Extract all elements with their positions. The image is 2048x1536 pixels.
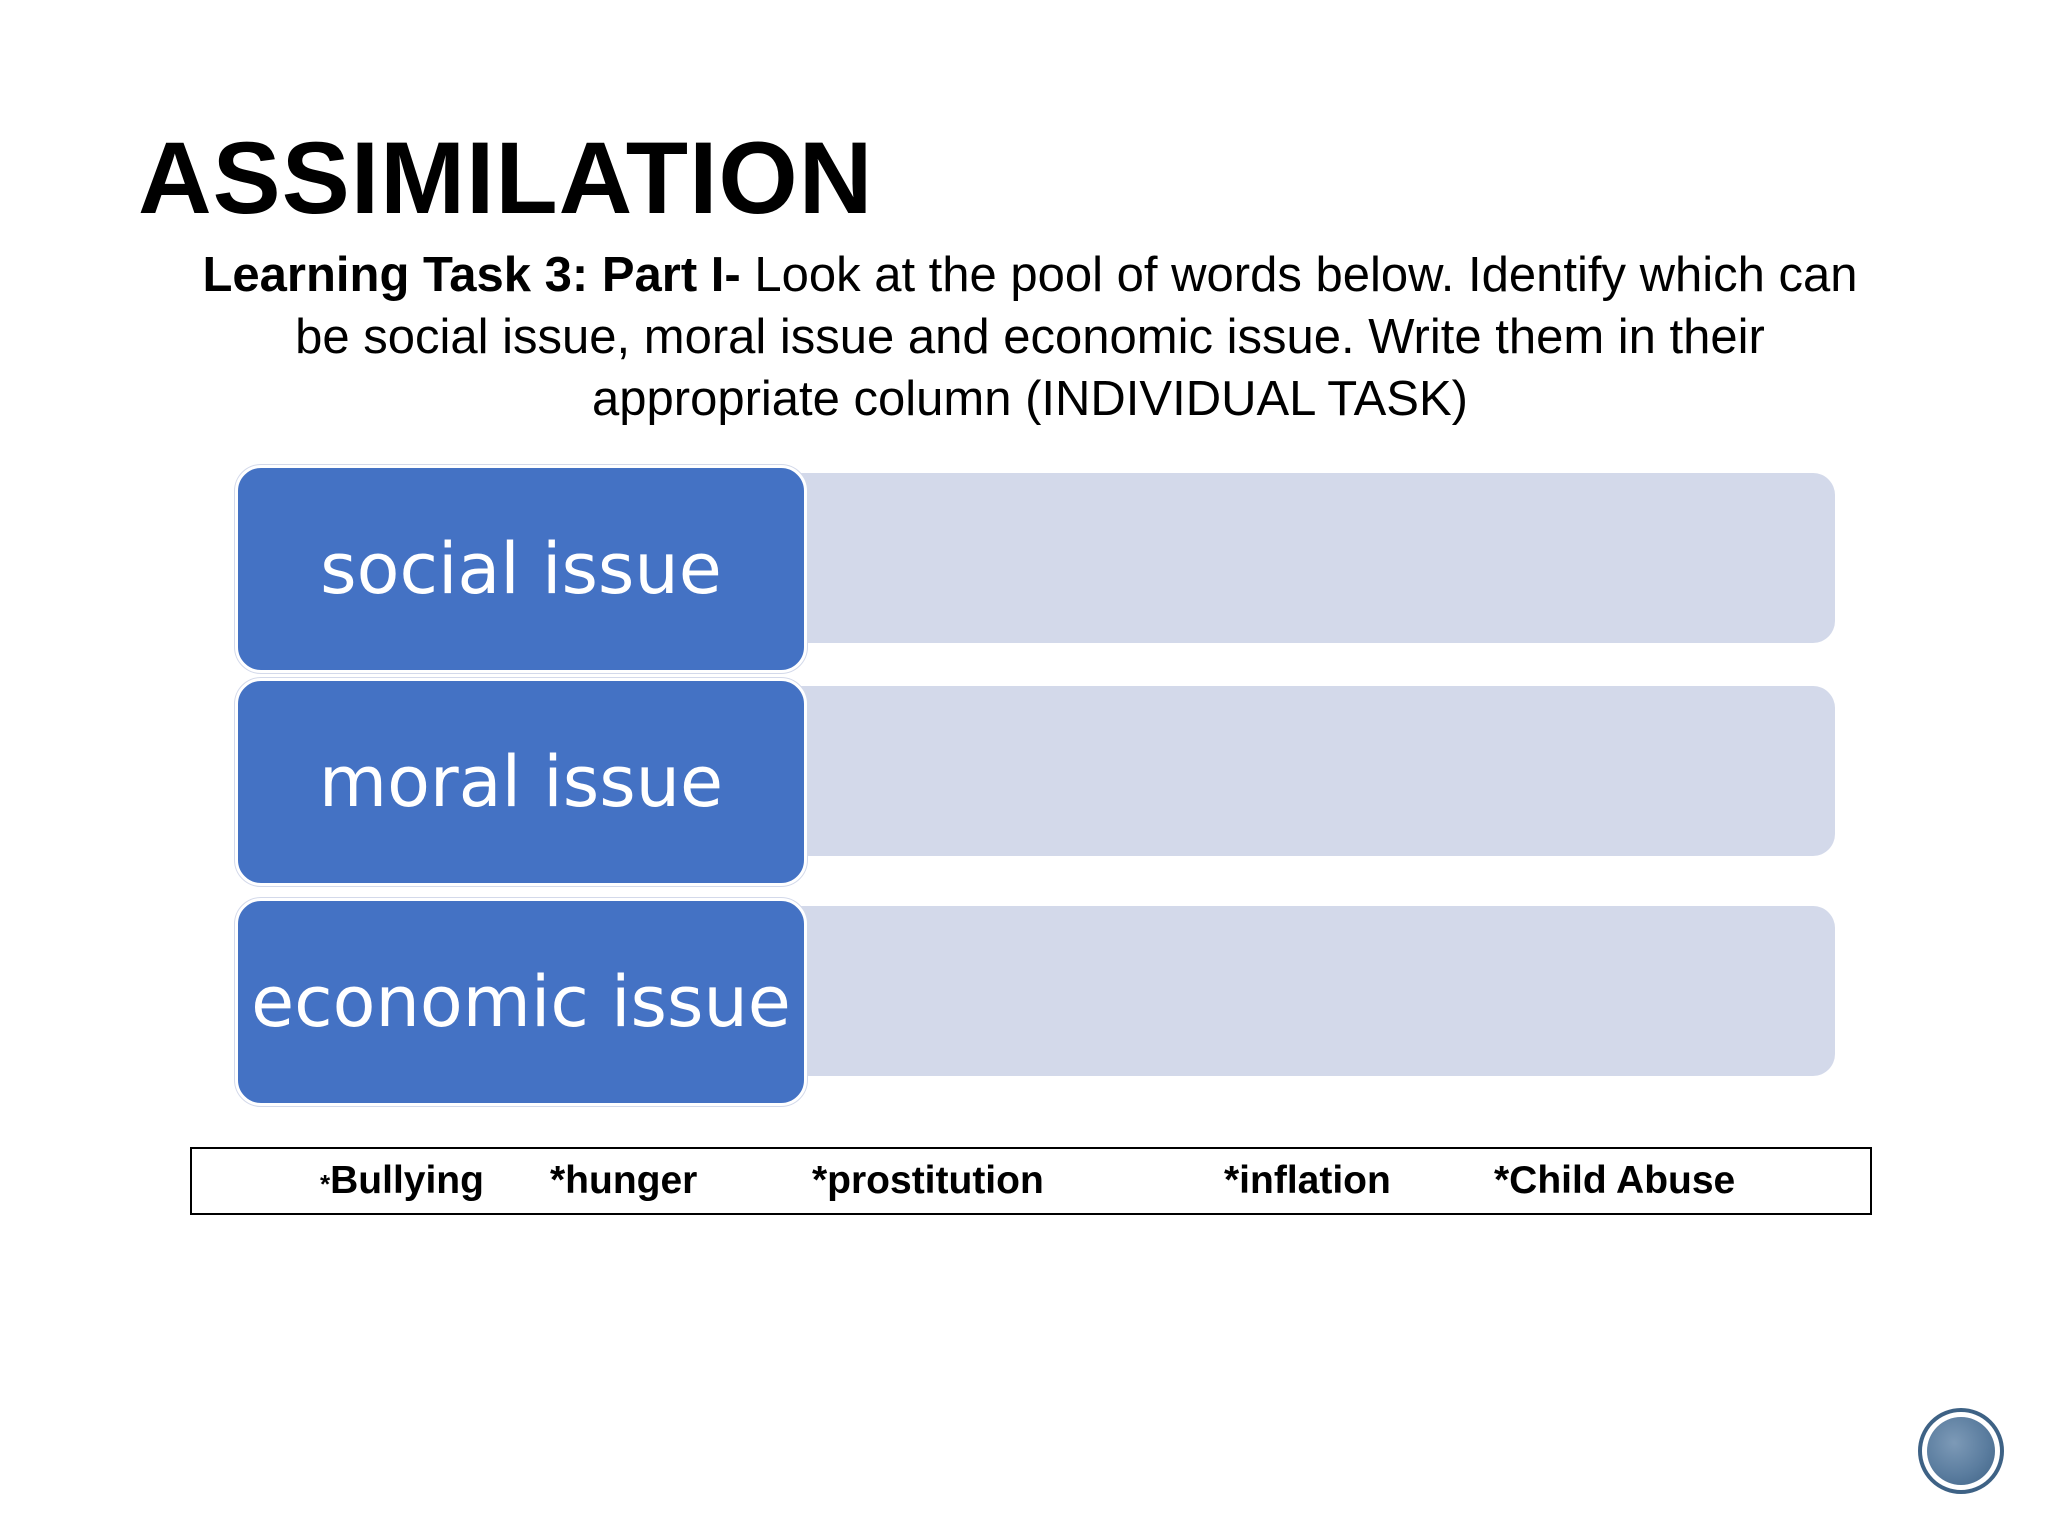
task-instructions-lead: Learning Task 3: Part I-: [202, 248, 741, 302]
word-pool-item-inflation: *inflation: [1224, 1159, 1391, 1202]
word-pool-item-prostitution: *prostitution: [812, 1159, 1044, 1202]
social-issue-answer-area[interactable]: [755, 473, 1835, 643]
word-pool-item-hunger: *hunger: [550, 1159, 698, 1202]
word-pool-item-child-abuse: *Child Abuse: [1494, 1159, 1736, 1202]
task-instructions-body: Look at the pool of words below. Identify which can be social issue, moral issue and economic issue. Write them in their appropriate column (INDIVIDUAL TASK): [295, 248, 1858, 426]
slide-nav-button[interactable]: [1918, 1408, 2004, 1494]
economic-issue-answer-area[interactable]: [755, 906, 1835, 1076]
slide-title: ASSIMILATION: [138, 121, 874, 235]
word-pool-item-bullying-text: Bullying: [330, 1159, 484, 1202]
circle-nav-icon: [1927, 1417, 1995, 1485]
category-row-social: [235, 465, 1835, 673]
moral-issue-answer-area[interactable]: [755, 686, 1835, 856]
word-pool-item-bullying-star: *: [320, 1169, 331, 1199]
economic-issue-label-box: [235, 898, 807, 1106]
moral-issue-label: moral issue: [318, 741, 724, 823]
social-issue-label: social issue: [320, 528, 722, 610]
category-row-economic: [235, 898, 1835, 1106]
economic-issue-label: economic issue: [251, 961, 791, 1043]
category-row-moral: [235, 678, 1835, 886]
word-pool-item-bullying: [320, 1149, 484, 1216]
task-instructions: [200, 244, 1860, 430]
word-pool-box: [190, 1147, 1872, 1215]
moral-issue-label-box: [235, 678, 807, 886]
social-issue-label-box: [235, 465, 807, 673]
